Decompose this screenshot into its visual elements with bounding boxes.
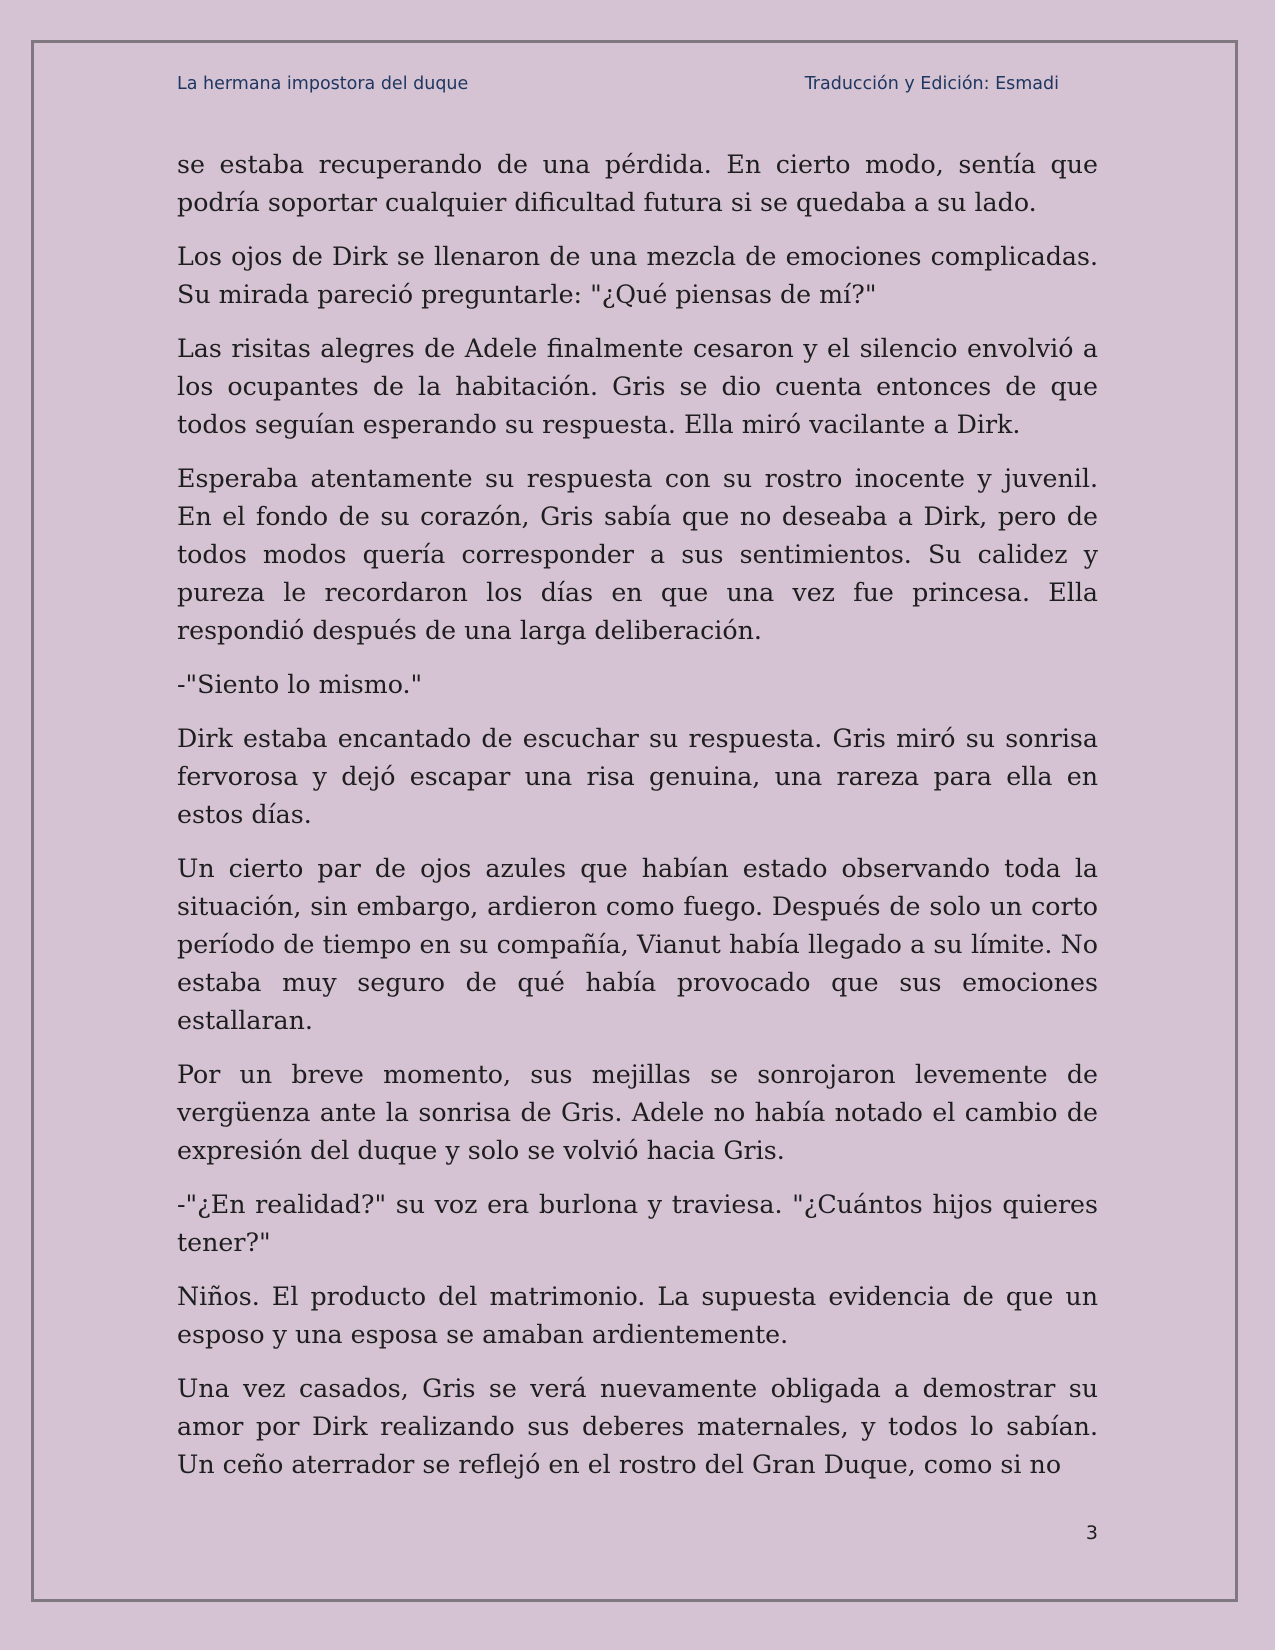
paragraph: Los ojos de Dirk se llenaron de una mezcla de emociones complicadas. Su mirada pareció preguntarle: "¿Qué piensas de mí?" [177, 242, 1098, 309]
paragraph: Dirk estaba encantado de escuchar su respuesta. Gris miró su sonrisa fervorosa y dejó escapar una risa genuina, una rareza para ella en estos días. [177, 724, 1098, 829]
header-credit: Traducción y Edición: Esmadi [804, 74, 1059, 94]
paragraph: -"Siento lo mismo." [177, 670, 423, 699]
paragraph: se estaba recuperando de una pérdida. En cierto modo, sentía que podría soportar cualquier dificultad futura si se quedaba a su lado. [177, 150, 1098, 217]
header-title: La hermana impostora del duque [177, 74, 469, 94]
paragraph: Un cierto par de ojos azules que habían estado observando toda la situación, sin embargo, ardieron como fuego. Después de solo un corto período de tiempo en su compañía, Vianut había llegado a su límite. No estaba muy seguro de qué había provocado que sus emociones estallaran. [177, 854, 1098, 1035]
page-header [177, 74, 1059, 100]
paragraph: Por un breve momento, sus mejillas se sonrojaron levemente de vergüenza ante la sonrisa de Gris. Adele no había notado el cambio de expresión del duque y solo se volvió hacia Gris. [177, 1060, 1098, 1165]
paragraph: -"¿En realidad?" su voz era burlona y traviesa. "¿Cuántos hijos quieres tener?" [177, 1190, 1098, 1257]
paragraph: Esperaba atentamente su respuesta con su rostro inocente y juvenil. En el fondo de su corazón, Gris sabía que no deseaba a Dirk, pero de todos modos quería corresponder a sus sentimientos. Su calidez y pureza le recordaron los días en que una vez fue princesa. Ella respondió después de una larga deliberación. [177, 464, 1098, 645]
page-body [177, 146, 1098, 1500]
paragraph: Niños. El producto del matrimonio. La supuesta evidencia de que un esposo y una esposa se amaban ardientemente. [177, 1282, 1098, 1349]
paragraph: Las risitas alegres de Adele finalmente cesaron y el silencio envolvió a los ocupantes de la habitación. Gris se dio cuenta entonces de que todos seguían esperando su respuesta. Ella miró vacilante a Dirk. [177, 334, 1098, 439]
paragraph: Una vez casados, Gris se verá nuevamente obligada a demostrar su amor por Dirk realizando sus deberes maternales, y todos lo sabían. Un ceño aterrador se reflejó en el rostro del Gran Duque, como si no [177, 1374, 1098, 1479]
page-number: 3 [1085, 1522, 1098, 1544]
